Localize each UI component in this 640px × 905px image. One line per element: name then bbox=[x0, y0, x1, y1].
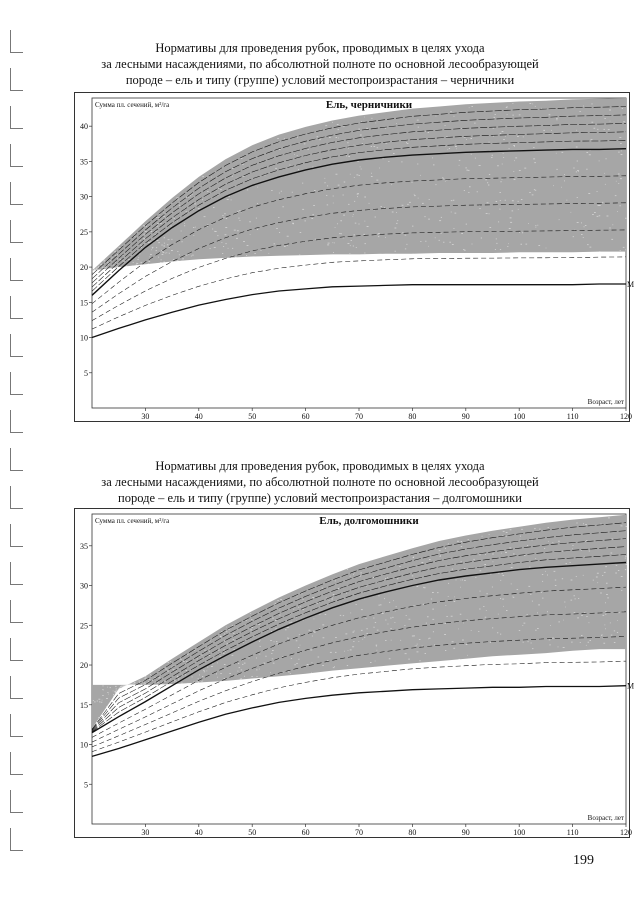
x-tick-label: 50 bbox=[248, 412, 257, 421]
chart-2-heading-line-2: за лесными насаждениями, по абсолютной полноте по основной лесообразующей bbox=[101, 475, 539, 489]
x-tick-label: 30 bbox=[141, 412, 150, 421]
y-tick-label: 30 bbox=[80, 581, 88, 591]
chart-2 bbox=[74, 508, 635, 838]
binder-mark bbox=[10, 676, 23, 699]
y-tick-label: 10 bbox=[80, 740, 88, 750]
y-tick-label: 5 bbox=[84, 368, 88, 378]
x-tick-label: 30 bbox=[141, 828, 150, 837]
binder-mark bbox=[10, 828, 23, 851]
binder-mark bbox=[10, 144, 23, 167]
y-tick-label: 15 bbox=[80, 700, 88, 710]
binder-mark bbox=[10, 106, 23, 129]
binder-mark bbox=[10, 638, 23, 661]
binder-mark bbox=[10, 182, 23, 205]
x-tick-label: 110 bbox=[566, 828, 579, 837]
y-tick-label: 35 bbox=[80, 157, 88, 167]
y-tick-label: 5 bbox=[84, 780, 88, 790]
binder-mark bbox=[10, 410, 23, 433]
binder-margin bbox=[0, 0, 40, 905]
x-tick-label: 90 bbox=[461, 412, 470, 421]
x-tick-label: 120 bbox=[620, 828, 632, 837]
binder-mark bbox=[10, 448, 23, 471]
page-number: 199 bbox=[573, 853, 594, 868]
y-tick-label: 30 bbox=[80, 192, 88, 202]
lower-curve-m bbox=[92, 686, 626, 757]
chart-1 bbox=[74, 92, 635, 422]
y-axis-label: Сумма пл. сечений, м²/га bbox=[95, 517, 170, 525]
binder-mark bbox=[10, 372, 23, 395]
x-tick-label: 60 bbox=[301, 828, 310, 837]
x-tick-label: 110 bbox=[566, 412, 579, 421]
binder-mark bbox=[10, 334, 23, 357]
chart-2-svg bbox=[74, 508, 635, 838]
chart-title: Ель, черничники bbox=[325, 99, 413, 111]
chart-1-svg bbox=[74, 92, 635, 422]
x-tick-label: 100 bbox=[513, 828, 526, 837]
lower-curve-m bbox=[92, 284, 626, 338]
binder-mark bbox=[10, 220, 23, 243]
binder-mark bbox=[10, 296, 23, 319]
x-tick-label: 90 bbox=[461, 828, 470, 837]
binder-mark bbox=[10, 562, 23, 585]
curve-label-m: М bbox=[627, 681, 635, 691]
curve-label-m: М bbox=[627, 280, 635, 289]
binder-mark bbox=[10, 30, 23, 53]
chart-1-heading-line-1: Нормативы для проведения рубок, проводимых в целях ухода bbox=[155, 41, 485, 55]
x-tick-label: 40 bbox=[194, 828, 203, 837]
x-axis-label: Возраст, лет bbox=[587, 398, 624, 406]
chart-2-heading bbox=[60, 458, 580, 506]
x-tick-label: 50 bbox=[248, 828, 257, 837]
y-tick-label: 10 bbox=[80, 333, 88, 343]
shaded-zone bbox=[92, 515, 626, 729]
x-tick-label: 80 bbox=[408, 412, 417, 421]
y-tick-label: 35 bbox=[80, 541, 88, 551]
y-tick-label: 40 bbox=[80, 122, 88, 132]
x-tick-label: 80 bbox=[408, 828, 417, 837]
chart-1-heading-line-2: за лесными насаждениями, по абсолютной полноте по основной лесообразующей bbox=[101, 57, 539, 71]
x-tick-label: 100 bbox=[513, 412, 526, 421]
series-line-below bbox=[92, 257, 626, 329]
x-tick-label: 120 bbox=[620, 412, 632, 421]
x-tick-label: 60 bbox=[301, 412, 310, 421]
y-tick-label: 25 bbox=[80, 621, 88, 631]
chart-1-heading-line-3: породе – ель и типу (группе) условий местопроизрастания – черничники bbox=[125, 73, 515, 87]
y-axis-label: Сумма пл. сечений, м²/га bbox=[95, 101, 170, 109]
binder-mark bbox=[10, 600, 23, 623]
chart-title: Ель, долгомошники bbox=[319, 515, 419, 527]
x-tick-label: 40 bbox=[194, 412, 203, 421]
binder-mark bbox=[10, 714, 23, 737]
binder-mark bbox=[10, 258, 23, 281]
x-tick-label: 70 bbox=[355, 412, 363, 421]
binder-mark bbox=[10, 524, 23, 547]
chart-2-heading-line-1: Нормативы для проведения рубок, проводимых в целях ухода bbox=[155, 459, 485, 473]
x-tick-label: 70 bbox=[355, 828, 363, 837]
chart-2-heading-line-3: породе – ель и типу (группе) условий местопроизрастания – долгомошники bbox=[118, 491, 522, 505]
binder-mark bbox=[10, 68, 23, 91]
binder-mark bbox=[10, 486, 23, 509]
chart-1-heading bbox=[60, 40, 580, 88]
binder-mark bbox=[10, 752, 23, 775]
y-tick-label: 15 bbox=[80, 298, 88, 308]
y-tick-label: 20 bbox=[80, 661, 88, 671]
y-tick-label: 20 bbox=[80, 263, 88, 273]
y-tick-label: 25 bbox=[80, 227, 88, 237]
x-axis-label: Возраст, лет bbox=[587, 814, 624, 822]
binder-mark bbox=[10, 790, 23, 813]
